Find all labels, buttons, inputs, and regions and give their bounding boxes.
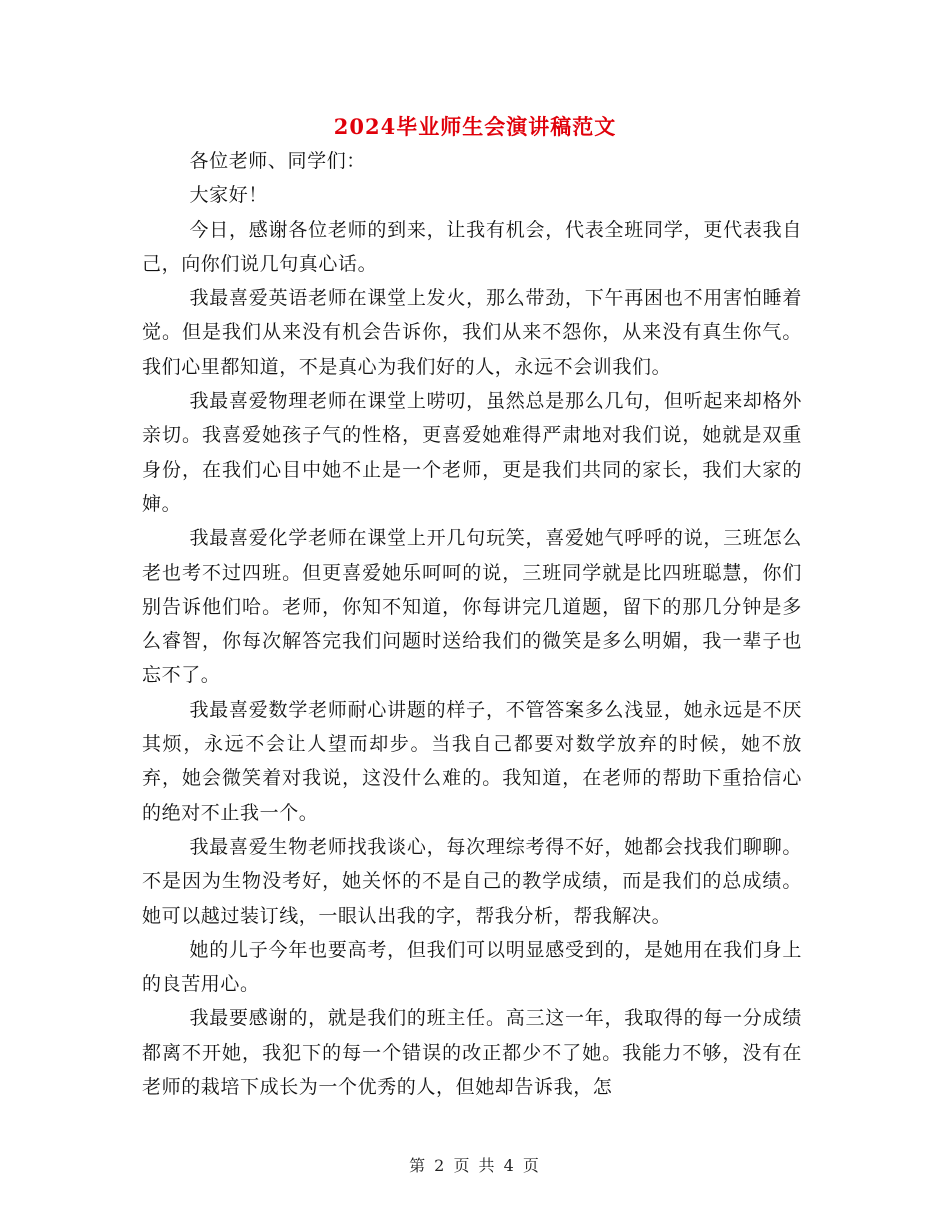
paragraph: 我最喜爱化学老师在课堂上开几句玩笑，喜爱她气呼呼的说，三班怎么老也考不过四班。但更喜爱她乐呵呵的说，三班同学就是比四班聪慧，你们别告诉他们哈。老师，你知不知道，你每讲完几道题，留下的那几分钟是多么睿智，你每次解答完我们问题时送给我们的微笑是多么明媚，我一辈子也忘不了。 bbox=[142, 527, 802, 687]
paragraph: 我最要感谢的，就是我们的班主任。高三这一年，我取得的每一分成绩都离不开她，我犯下的每一个错误的改正都少不了她。我能力不够，没有在老师的栽培下成长为一个优秀的人，但她却告诉我，怎 bbox=[142, 1007, 802, 1099]
greeting: 大家好！ bbox=[189, 184, 268, 207]
salutation: 各位老师、同学们： bbox=[189, 150, 366, 172]
page-number-footer: 第 2 页 共 4 页 bbox=[409, 1156, 541, 1175]
document-body bbox=[142, 144, 802, 1104]
paragraph: 我最喜爱物理老师在课堂上唠叨，虽然总是那么几句，但听起来却格外亲切。我喜爱她孩子气的性格，更喜爱她难得严肃地对我们说，她就是双重身份，在我们心目中她不止是一个老师，更是我们共同的家长，我们大家的婶。 bbox=[142, 390, 802, 515]
paragraph: 我最喜爱生物老师找我谈心，每次理综考得不好，她都会找我们聊聊。不是因为生物没考好，她关怀的不是自己的教学成绩，而是我们的总成绩。她可以越过装订线，一眼认出我的字，帮我分析，帮我解决。 bbox=[142, 835, 802, 927]
document-title: 2024毕业师生会演讲稿范文 bbox=[333, 114, 617, 139]
paragraph: 我最喜爱英语老师在课堂上发火，那么带劲，下午再困也不用害怕睡着觉。但是我们从来没有机会告诉你，我们从来不怨你，从来没有真生你气。我们心里都知道，不是真心为我们好的人，永远不会训我们。 bbox=[142, 287, 802, 378]
paragraph: 我最喜爱数学老师耐心讲题的样子，不管答案多么浅显，她永远是不厌其烦，永远不会让人望而却步。当我自己都要对数学放弃的时候，她不放弃，她会微笑着对我说，这没什么难的。我知道，在老师的帮助下重拾信心的绝对不止我一个。 bbox=[142, 698, 802, 824]
paragraph: 今日，感谢各位老师的到来，让我有机会，代表全班同学，更代表我自己，向你们说几句真心话。 bbox=[142, 218, 802, 275]
paragraph: 她的儿子今年也要高考，但我们可以明显感受到的，是她用在我们身上的良苦用心。 bbox=[142, 938, 802, 996]
